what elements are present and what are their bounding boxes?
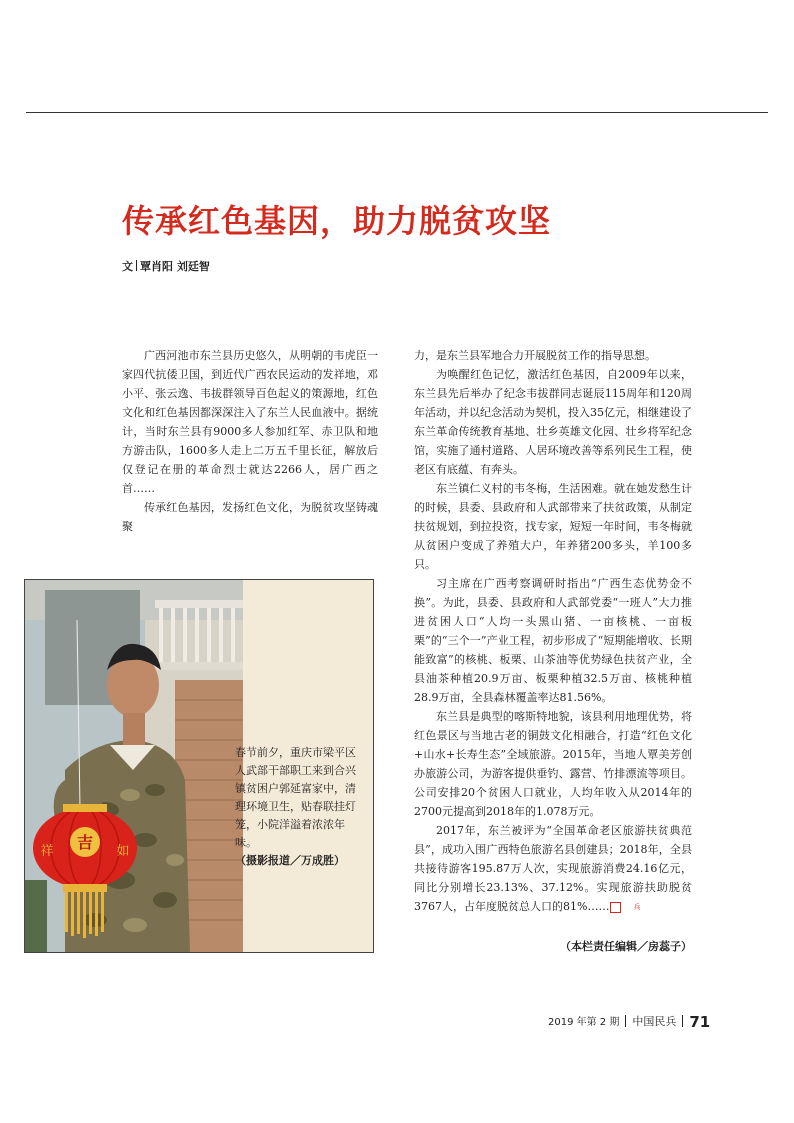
paragraph: 东兰县是典型的喀斯特地貌，该县利用地理优势，将红色景区与当地古老的铜鼓文化相融合，打造“红色文化+山水+长寿生态”全域旅游。2015年，当地人覃美芳创办旅游公司，为游客提供垂钓、露营、竹排漂流等项目。公司安排20个贫困人口就业，人均年收入从2014年的2700元提高到2018年的1.078万元。	[414, 710, 692, 818]
lantern-char: 吉	[76, 833, 94, 852]
paragraph: 为唤醒红色记忆，激活红色基因，自2009年以来，东兰县先后举办了纪念韦拔群同志诞辰115周年和120周年活动，并以纪念活动为契机，投入35亿元，相继建设了东兰革命传统教育基地、壮乡英雄文化园、壮乡将军纪念馆，实施了通村道路、人居环境改善等系列民生工程，使老区有底蕴、有奔头。	[414, 368, 692, 476]
paragraph: 东兰镇仁义村的韦冬梅，生活困难。就在她发愁生计的时候，县委、县政府和人武部带来了扶贫政策，从制定扶贫规划，到拉投资，找专家，短短一年时间，韦冬梅就从贫困户变成了养殖大户，年养猪200多头，羊100多只。	[414, 482, 692, 571]
page-number: 71	[689, 1013, 711, 1031]
paragraph: 广西河池市东兰县历史悠久，从明朝的韦虎臣一家四代抗倭卫国，到近代广西农民运动的发祥地，邓小平、张云逸、韦拔群领导百色起义的策源地，红色文化和红色基因都深深注入了东兰人民血液中。据统计，当时东兰县有9000多人参加红军、赤卫队和地方游击队，1600多人走上二万五千里长征，解放后仅登记在册的革命烈士就达2266人，居广西之首……	[122, 349, 378, 495]
paragraph-last-text: 2017年，东兰被评为“全国革命老区旅游扶贫典范县”，成功入围广西特色旅游名县创建县；2018年，全县共接待游客195.87万人次，实现旅游消费24.16亿元，同比分别增长23.13%、37.12%。实现旅游扶助脱贫3767人，占年度脱贫总人口的81%……	[414, 824, 692, 913]
magazine-name: 中国民兵	[632, 1015, 677, 1028]
page-footer	[548, 1013, 710, 1031]
photo-caption	[235, 744, 365, 870]
lantern-side-left: 祥	[40, 844, 54, 859]
footer-divider	[625, 1015, 626, 1027]
paragraph-continuation: 力，是东兰县军地合力开展脱贫工作的指导思想。	[414, 349, 656, 362]
top-rule	[26, 112, 768, 113]
lantern-side-right: 如	[116, 844, 130, 859]
paragraph: 习主席在广西考察调研时指出“广西生态优势金不换”。为此，县委、县政府和人武部党委“一班人”大力推进贫困人口“人均一头黑山猪、一亩核桃、一亩板栗”的“三个一”产业工程，初步形成了“短期能增收、长期能致富”的核桃、板栗、山茶油等优势绿色扶贫产业，全县油茶种植20.9万亩、板栗种植32.5万亩、核桃种植28.9万亩，全县森林覆盖率达81.56%。	[414, 577, 692, 704]
byline	[122, 258, 210, 274]
paragraph-last	[414, 821, 692, 916]
byline-separator	[136, 260, 137, 271]
editor-note: （本栏责任编辑／房蕊子）	[560, 940, 692, 953]
photo-man-hanging-lantern	[25, 580, 243, 952]
issue-label: 2019 年第 2 期	[548, 1017, 620, 1028]
end-mark-icon: 兵	[610, 902, 621, 913]
article-title: 传承红色基因，助力脱贫攻坚	[122, 202, 552, 240]
byline-prefix: 文	[122, 260, 133, 273]
caption-text: 春节前夕，重庆市梁平区人武部干部职工来到合兴镇贫困户郭延富家中，清理环境卫生，贴春联挂灯笼，小院洋溢着浓浓年味。	[235, 746, 356, 849]
paragraph: 传承红色基因，发扬红色文化，为脱贫攻坚铸魂聚	[122, 501, 378, 533]
byline-authors: 覃肖阳 刘廷智	[140, 260, 210, 273]
footer-divider	[682, 1015, 683, 1027]
left-column	[122, 346, 378, 536]
right-column	[414, 346, 692, 916]
caption-credit: （摄影报道／万成胜）	[235, 854, 345, 867]
